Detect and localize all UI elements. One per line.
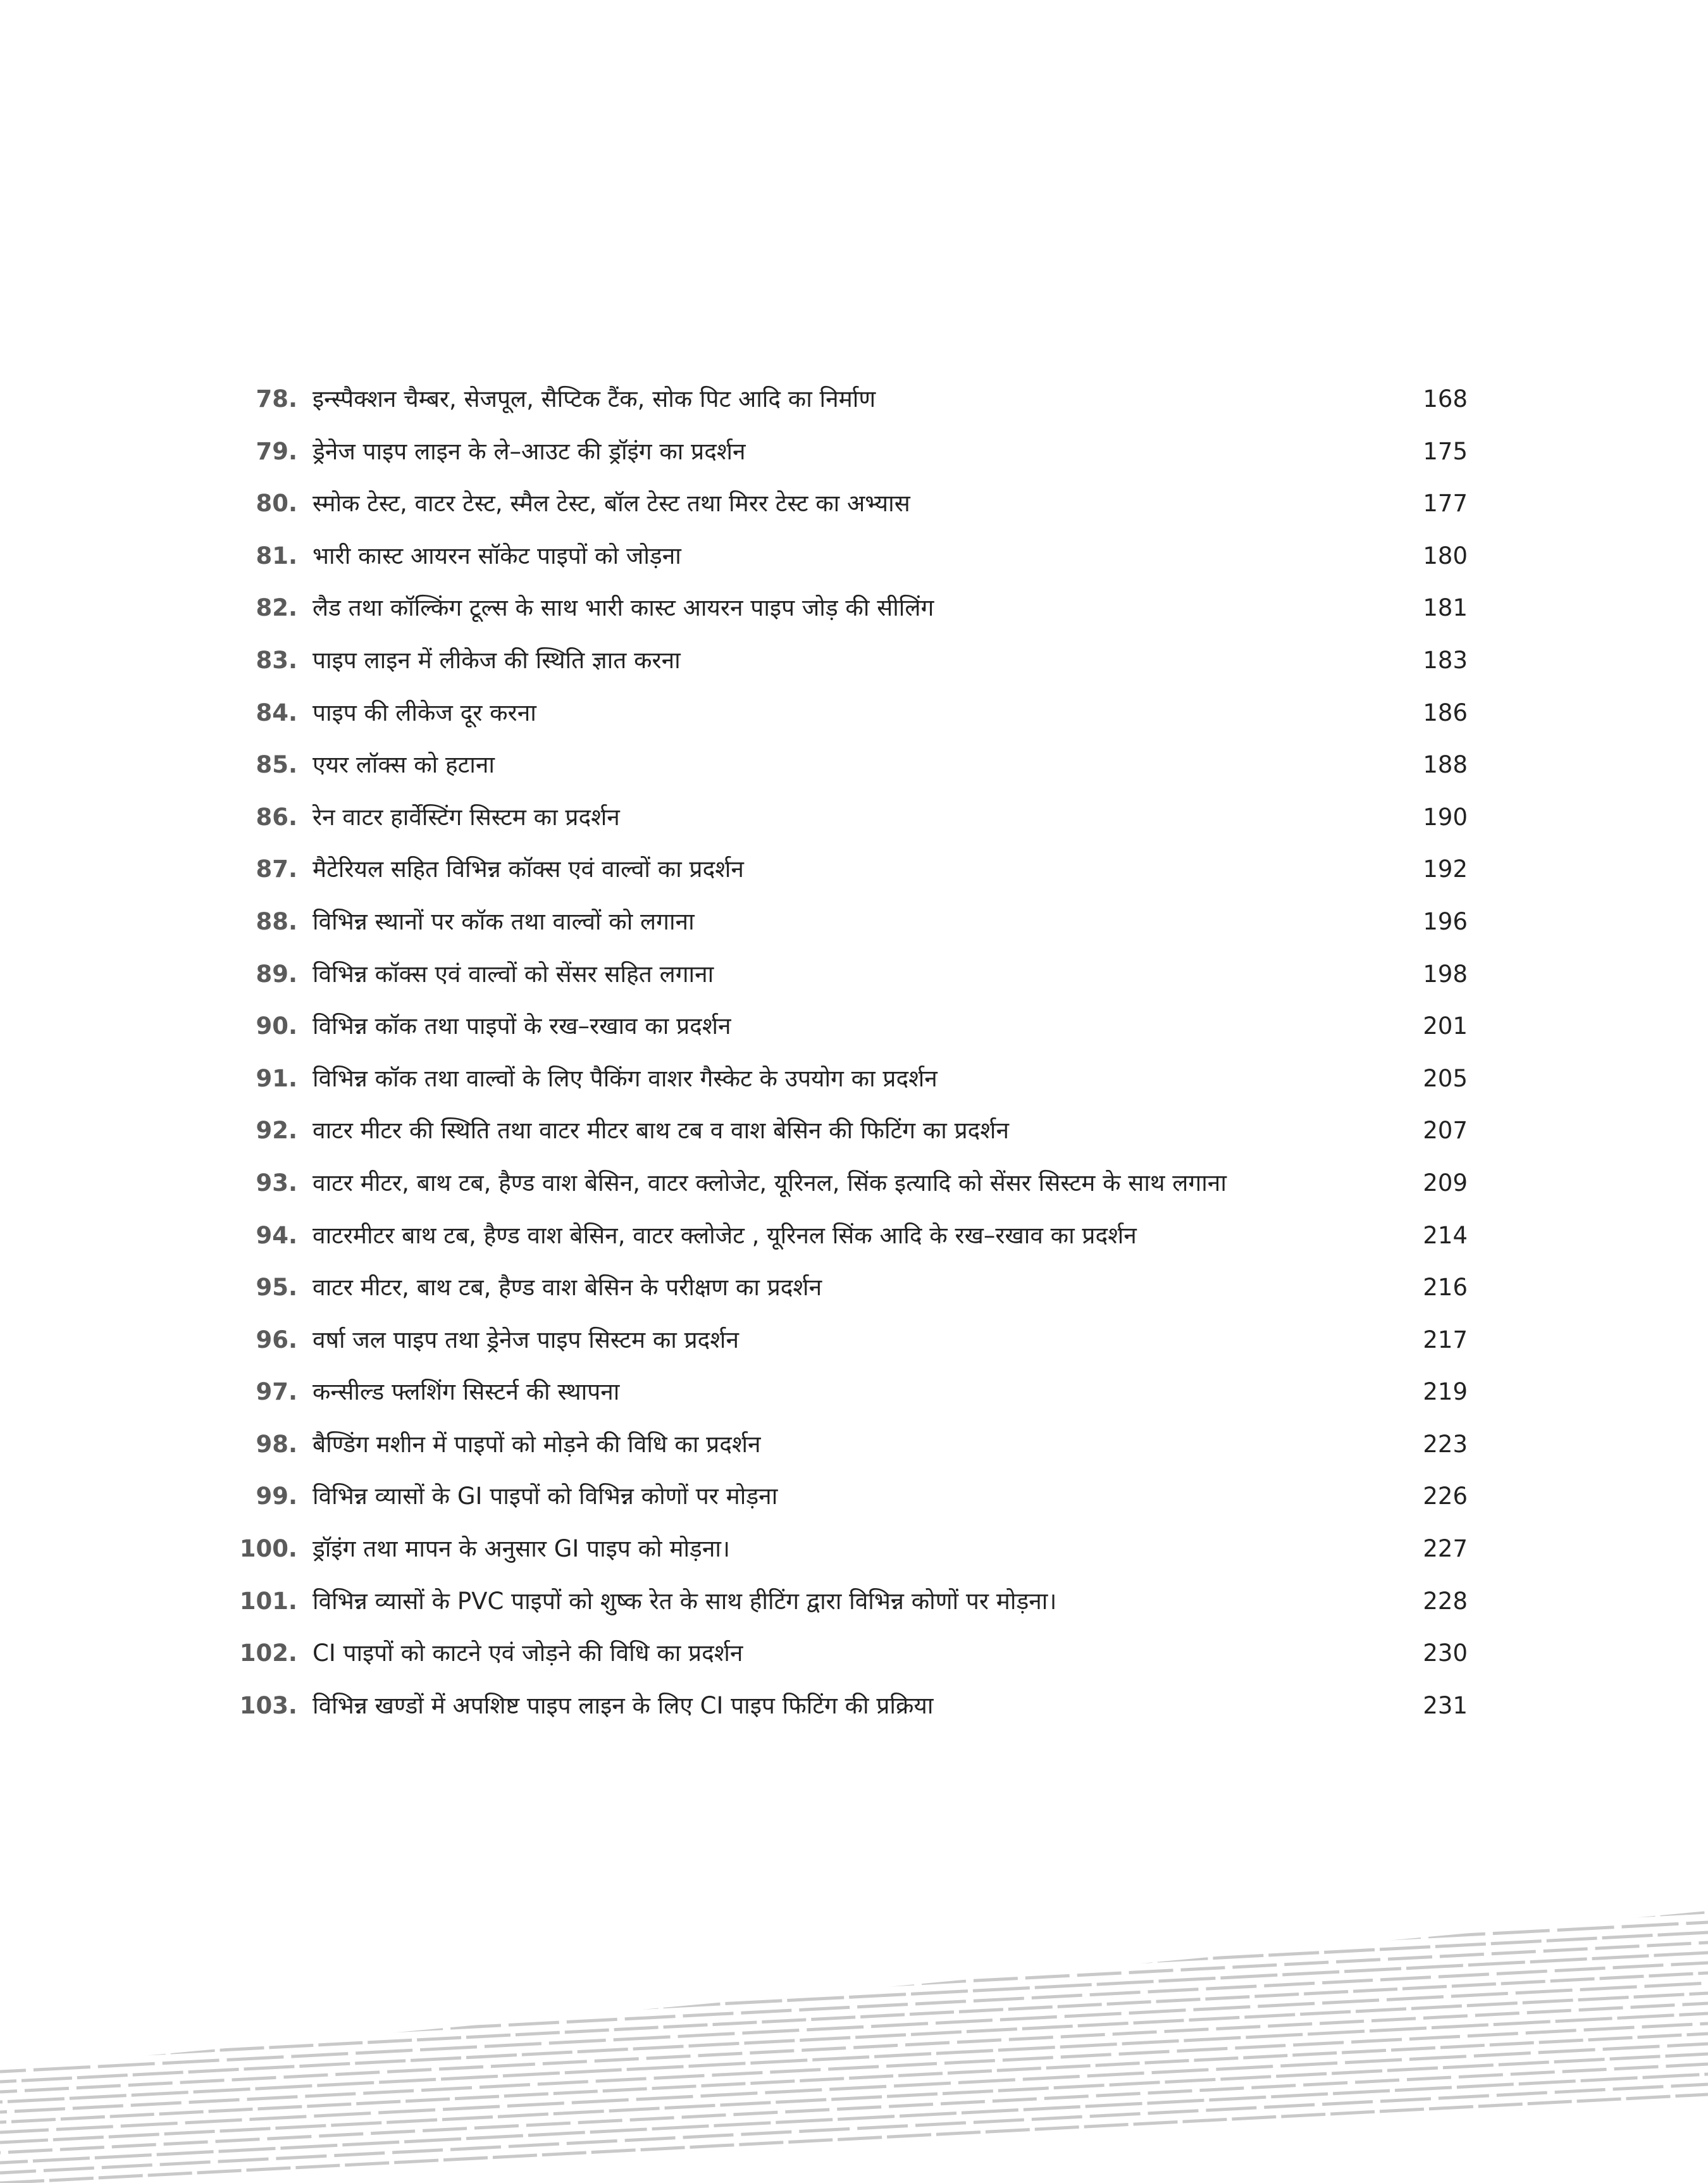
entry-page: 205 — [1423, 1064, 1468, 1092]
toc-entry — [0, 433, 1708, 485]
entry-title: स्मोक टेस्ट, वाटर टेस्ट, स्मैल टेस्ट, बॉल टेस्ट तथा मिरर टेस्ट का अभ्यास — [313, 490, 910, 518]
table-of-contents — [0, 380, 1708, 1739]
entry-title: वाटर मीटर, बाथ टब, हैण्ड वाश बेसिन के परीक्षण का प्रदर्शन — [313, 1274, 822, 1302]
entry-title: मैटेरियल सहित विभिन्न कॉक्स एवं वाल्वों का प्रदर्शन — [313, 855, 744, 883]
entry-number: 91. — [256, 1064, 297, 1092]
entry-page: 181 — [1423, 594, 1468, 622]
entry-number: 81. — [256, 542, 297, 569]
entry-number: 101. — [239, 1587, 297, 1615]
entry-page: 207 — [1423, 1117, 1468, 1145]
entry-number: 90. — [256, 1012, 297, 1040]
entry-title: कन्सील्ड फ्लशिंग सिस्टर्न की स्थापना — [313, 1378, 620, 1406]
entry-page: 168 — [1423, 385, 1468, 413]
entry-number: 102. — [239, 1639, 297, 1667]
entry-title: ड्रॉइंग तथा मापन के अनुसार GI पाइप को मोड़ना। — [313, 1535, 730, 1563]
entry-title: ड्रेनेज पाइप लाइन के ले–आउट की ड्रॉइंग का प्रदर्शन — [313, 437, 746, 465]
entry-number: 85. — [256, 751, 297, 779]
toc-entry — [0, 1426, 1708, 1478]
toc-entry — [0, 1269, 1708, 1321]
entry-number: 79. — [256, 437, 297, 465]
entry-number: 97. — [256, 1378, 297, 1406]
entry-page: 230 — [1423, 1639, 1468, 1667]
entry-title: विभिन्न कॉक्स एवं वाल्वों को सेंसर सहित लगाना — [313, 960, 714, 988]
entry-page: 216 — [1423, 1274, 1468, 1302]
entry-title: वाटरमीटर बाथ टब, हैण्ड वाश बेसिन, वाटर क्लोजेट , यूरिनल सिंक आदि के रख–रखाव का प्रदर्शन — [313, 1221, 1137, 1249]
entry-title: विभिन्न कॉक तथा वाल्वों के लिए पैकिंग वाशर गैस्केट के उपयोग का प्रदर्शन — [313, 1064, 938, 1092]
entry-number: 87. — [256, 855, 297, 883]
entry-page: 190 — [1423, 803, 1468, 831]
entry-page: 180 — [1423, 542, 1468, 569]
entry-number: 98. — [256, 1430, 297, 1458]
toc-entry — [0, 799, 1708, 851]
toc-entry — [0, 1583, 1708, 1635]
entry-number: 78. — [256, 385, 297, 413]
toc-entry — [0, 485, 1708, 537]
entry-title: वाटर मीटर की स्थिति तथा वाटर मीटर बाथ टब व वाश बेसिन की फिटिंग का प्रदर्शन — [313, 1117, 1009, 1145]
entry-number: 95. — [256, 1274, 297, 1302]
toc-entry — [0, 380, 1708, 433]
entry-page: 188 — [1423, 751, 1468, 779]
toc-entry — [0, 1321, 1708, 1374]
toc-entry — [0, 1112, 1708, 1164]
toc-entry — [0, 1634, 1708, 1687]
entry-page: 227 — [1423, 1535, 1468, 1563]
toc-entry — [0, 589, 1708, 642]
entry-page: 217 — [1423, 1326, 1468, 1353]
toc-entry — [0, 1007, 1708, 1060]
entry-page: 177 — [1423, 490, 1468, 518]
toc-entry — [0, 694, 1708, 747]
entry-title: विभिन्न व्यासों के PVC पाइपों को शुष्क रेत के साथ हीटिंग द्वारा विभिन्न कोणों पर मोड़ना। — [313, 1587, 1057, 1615]
toc-entry — [0, 903, 1708, 955]
entry-number: 96. — [256, 1326, 297, 1353]
decorative-stripe-pattern — [0, 1911, 1708, 2183]
toc-entry — [0, 850, 1708, 903]
toc-entry — [0, 537, 1708, 590]
toc-entry — [0, 1217, 1708, 1269]
entry-title: CI पाइपों को काटने एवं जोड़ने की विधि का प्रदर्शन — [313, 1639, 743, 1667]
entry-title: रेन वाटर हार्वेस्टिंग सिस्टम का प्रदर्शन — [313, 803, 620, 831]
entry-page: 228 — [1423, 1587, 1468, 1615]
entry-number: 80. — [256, 490, 297, 518]
entry-title: विभिन्न खण्डों में अपशिष्ट पाइप लाइन के लिए CI पाइप फिटिंग की प्रक्रिया — [313, 1691, 934, 1719]
toc-entry — [0, 1373, 1708, 1426]
entry-page: 226 — [1423, 1483, 1468, 1510]
stripe-lines — [0, 1911, 1708, 2183]
entry-title: वाटर मीटर, बाथ टब, हैण्ड वाश बेसिन, वाटर क्लोजेट, यूरिनल, सिंक इत्यादि को सेंसर सिस्टम के साथ लगाना — [313, 1169, 1227, 1197]
entry-number: 84. — [256, 699, 297, 726]
entry-page: 214 — [1423, 1221, 1468, 1249]
toc-entry — [0, 955, 1708, 1008]
entry-number: 94. — [256, 1221, 297, 1249]
entry-number: 100. — [239, 1535, 297, 1563]
toc-entry — [0, 642, 1708, 694]
entry-title: विभिन्न व्यासों के GI पाइपों को विभिन्न कोणों पर मोड़ना — [313, 1483, 778, 1510]
entry-title: पाइप लाइन में लीकेज की स्थिति ज्ञात करना — [313, 646, 681, 674]
toc-entry — [0, 1164, 1708, 1217]
toc-entry — [0, 1687, 1708, 1739]
entry-page: 183 — [1423, 646, 1468, 674]
entry-number: 92. — [256, 1117, 297, 1145]
entry-page: 192 — [1423, 855, 1468, 883]
entry-page: 198 — [1423, 960, 1468, 988]
entry-page: 175 — [1423, 437, 1468, 465]
entry-number: 83. — [256, 646, 297, 674]
entry-number: 82. — [256, 594, 297, 622]
entry-page: 201 — [1423, 1012, 1468, 1040]
entry-page: 231 — [1423, 1691, 1468, 1719]
entry-title: भारी कास्ट आयरन सॉकेट पाइपों को जोड़ना — [313, 542, 681, 569]
entry-title: वर्षा जल पाइप तथा ड्रेनेज पाइप सिस्टम का प्रदर्शन — [313, 1326, 739, 1353]
entry-page: 186 — [1423, 699, 1468, 726]
toc-entry — [0, 1530, 1708, 1583]
entry-number: 93. — [256, 1169, 297, 1197]
entry-page: 223 — [1423, 1430, 1468, 1458]
entry-number: 89. — [256, 960, 297, 988]
entry-number: 103. — [239, 1691, 297, 1719]
entry-page: 219 — [1423, 1378, 1468, 1406]
entry-title: लैड तथा कॉल्किंग टूल्स के साथ भारी कास्ट आयरन पाइप जोड़ की सीलिंग — [313, 594, 934, 622]
entry-title: विभिन्न स्थानों पर कॉक तथा वाल्वों को लगाना — [313, 907, 695, 935]
entry-title: पाइप की लीकेज दूर करना — [313, 699, 536, 726]
toc-entry — [0, 1477, 1708, 1530]
entry-page: 209 — [1423, 1169, 1468, 1197]
entry-number: 86. — [256, 803, 297, 831]
entry-title: इन्स्पैक्शन चैम्बर, सेजपूल, सैप्टिक टैंक, सोक पिट आदि का निर्माण — [313, 385, 876, 413]
entry-number: 88. — [256, 907, 297, 935]
entry-page: 196 — [1423, 907, 1468, 935]
entry-title: बैण्डिंग मशीन में पाइपों को मोड़ने की विधि का प्रदर्शन — [313, 1430, 761, 1458]
toc-entry — [0, 746, 1708, 799]
entry-number: 99. — [256, 1483, 297, 1510]
toc-entry — [0, 1060, 1708, 1112]
entry-title: एयर लॉक्स को हटाना — [313, 751, 495, 779]
entry-title: विभिन्न कॉक तथा पाइपों के रख–रखाव का प्रदर्शन — [313, 1012, 731, 1040]
